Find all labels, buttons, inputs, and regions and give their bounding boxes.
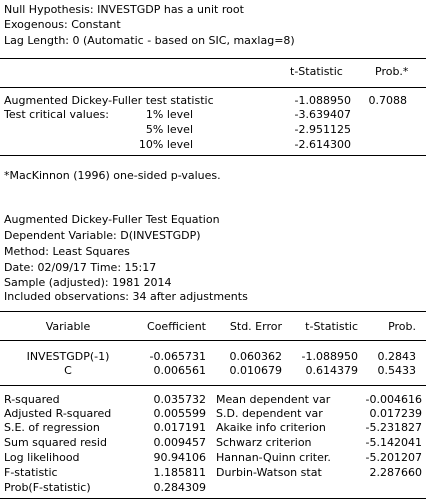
col-tstatistic: t-Statistic: [305, 320, 358, 333]
col-std-error: Std. Error: [229, 320, 282, 333]
stat-label-left: R-squared: [4, 393, 60, 406]
method: Method: Least Squares: [4, 245, 130, 258]
adf-col-prob: Prob.*: [375, 65, 409, 78]
col-coefficient: Coefficient: [147, 320, 206, 333]
adf-stat-prob: 0.7088: [368, 94, 407, 107]
null-hypothesis: Null Hypothesis: INVESTGDP has a unit root: [4, 3, 244, 16]
adf-stat-label: Augmented Dickey-Fuller test statistic: [4, 94, 214, 107]
row-tstatistic: 0.614379: [305, 364, 358, 377]
divider: [0, 498, 426, 499]
stat-value-right: 2.287660: [369, 466, 422, 479]
stat-label-right: Hannan-Quinn criter.: [216, 451, 331, 464]
stat-label-right: Durbin-Watson stat: [216, 466, 322, 479]
dependent-variable: Dependent Variable: D(INVESTGDP): [4, 229, 201, 242]
divider: [0, 155, 426, 156]
stat-value-left: 0.005599: [153, 407, 206, 420]
level-1pct-label: 1% level: [145, 108, 193, 121]
row-coefficient: 0.006561: [153, 364, 206, 377]
divider: [0, 340, 426, 341]
stat-value-left: 1.185811: [153, 466, 206, 479]
stat-label-right: Akaike info criterion: [216, 421, 326, 434]
row-variable: INVESTGDP(-1): [26, 350, 110, 363]
stat-value-right: -5.231827: [365, 421, 422, 434]
date-time: Date: 02/09/17 Time: 15:17: [4, 261, 157, 274]
divider: [0, 385, 426, 386]
stat-label-left: Prob(F-statistic): [4, 481, 91, 494]
stat-value-left: 0.035732: [153, 393, 206, 406]
stat-label-left: Sum squared resid: [4, 436, 107, 449]
row-prob: 0.2843: [377, 350, 416, 363]
col-prob: Prob.: [388, 320, 416, 333]
crit-values-label: Test critical values:: [4, 108, 109, 121]
col-variable: Variable: [45, 320, 91, 333]
stat-label-left: S.E. of regression: [4, 421, 100, 434]
stat-label-left: Adjusted R-squared: [4, 407, 112, 420]
lag-length: Lag Length: 0 (Automatic - based on SIC, maxlag=8): [4, 34, 295, 47]
sample: Sample (adjusted): 1981 2014: [4, 276, 172, 289]
row-variable: C: [64, 364, 72, 377]
stat-value-right: -0.004616: [365, 393, 422, 406]
level-1pct-value: -3.639407: [294, 108, 351, 121]
stat-value-left: 90.94106: [153, 451, 206, 464]
stat-label-left: Log likelihood: [4, 451, 80, 464]
stat-label-right: Mean dependent var: [216, 393, 331, 406]
exogenous: Exogenous: Constant: [4, 18, 121, 31]
row-std-error: 0.060362: [229, 350, 282, 363]
level-5pct-label: 5% level: [145, 123, 193, 136]
adf-stat-value: -1.088950: [294, 94, 351, 107]
divider: [0, 311, 426, 312]
stat-label-right: Schwarz criterion: [216, 436, 312, 449]
stat-value-left: 0.017191: [153, 421, 206, 434]
stat-label-left: F-statistic: [4, 466, 58, 479]
divider: [0, 58, 426, 59]
stat-value-right: -5.201207: [365, 451, 422, 464]
mackinnon-note: *MacKinnon (1996) one-sided p-values.: [4, 169, 221, 182]
row-tstatistic: -1.088950: [301, 350, 358, 363]
divider: [0, 87, 426, 88]
included-observations: Included observations: 34 after adjustments: [4, 290, 248, 303]
equation-title: Augmented Dickey-Fuller Test Equation: [4, 213, 220, 226]
row-std-error: 0.010679: [229, 364, 282, 377]
stat-value-left: 0.284309: [153, 481, 206, 494]
row-coefficient: -0.065731: [149, 350, 206, 363]
stat-label-right: S.D. dependent var: [216, 407, 323, 420]
stat-value-right: -5.142041: [365, 436, 422, 449]
adf-col-tstat: t-Statistic: [290, 65, 343, 78]
level-10pct-label: 10% level: [138, 138, 193, 151]
stat-value-left: 0.009457: [153, 436, 206, 449]
level-10pct-value: -2.614300: [294, 138, 351, 151]
level-5pct-value: -2.951125: [294, 123, 351, 136]
row-prob: 0.5433: [377, 364, 416, 377]
stat-value-right: 0.017239: [369, 407, 422, 420]
